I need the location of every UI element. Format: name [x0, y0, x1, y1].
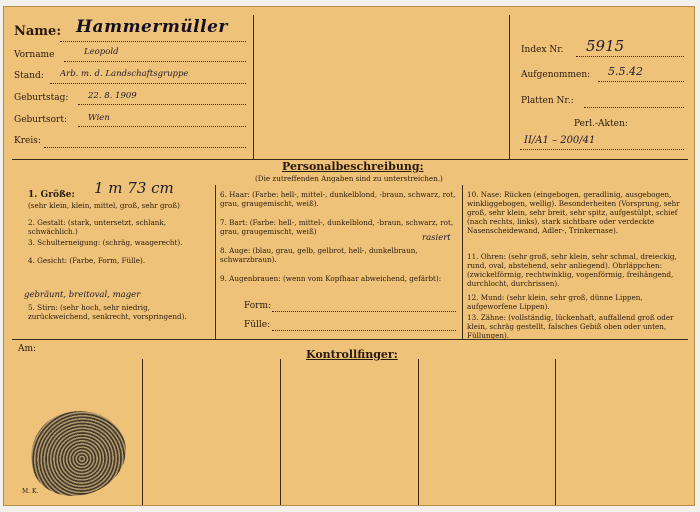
- divider-top-left: [253, 15, 254, 159]
- groesse-label: 1. Größe:: [28, 190, 75, 200]
- vorname-value: Leopold: [84, 47, 119, 57]
- finger-divider-4: [555, 359, 556, 505]
- mund-text: 12. Mund: (sehr klein, sehr groß, dünne Lippen, aufgeworfene Lippen).: [467, 293, 643, 311]
- vorname-label: Vorname: [14, 50, 55, 60]
- geburtstag-line: [78, 104, 246, 105]
- divider-personal-2: [462, 185, 463, 339]
- kontrollfinger-title: Kontrollfinger:: [306, 348, 398, 361]
- perl-akten-value: II/A1 – 200/41: [524, 135, 596, 146]
- am-label: Am:: [18, 344, 37, 354]
- gesicht-handwriting: gebräunt, breitoval, mager: [24, 290, 141, 300]
- aufgenommen-line: [598, 81, 684, 82]
- geburtstag-value: 22. 8. 1909: [88, 91, 137, 101]
- kreis-label: Kreis:: [14, 136, 41, 146]
- perl-akten-line: [520, 149, 684, 150]
- geburtsort-line: [78, 126, 246, 127]
- name-line: [60, 41, 246, 42]
- divider-personal-1: [215, 185, 216, 339]
- personal-title: Personalbeschreibung:: [282, 160, 424, 173]
- stirn-text: 5. Stirn: (sehr hoch, sehr niedrig, zurückweichend, senkrecht, vorspringend).: [28, 303, 187, 321]
- platten-label: Platten Nr.:: [521, 96, 574, 106]
- zaehne-text: 13. Zähne: (vollständig, lückenhaft, auffallend groß oder klein, schräg gestellt, falsches Gebiß oben oder unten, Füllungen).: [467, 313, 674, 340]
- schulter-text: 3. Schulterneigung: (schräg, waagerecht).: [28, 238, 183, 247]
- finger-divider-2: [280, 359, 281, 505]
- vorname-line: [64, 61, 246, 62]
- name-value: Hammermüller: [76, 17, 228, 37]
- groesse-value: 1 m 73 cm: [94, 179, 174, 197]
- fuelle-line: [272, 330, 456, 331]
- groesse-options: (sehr klein, klein, mittel, groß, sehr groß): [28, 201, 180, 210]
- personal-subtitle: (Die zutreffenden Angaben sind zu unterstreichen.): [255, 174, 443, 183]
- haar-text: 6. Haar: (Farbe: hell-, mittel-, dunkelblond, -braun, schwarz, rot, grau, graugemischt, weiß).: [220, 190, 456, 208]
- bart-handwriting: rasiert: [422, 233, 451, 243]
- geburtstag-label: Geburtstag:: [14, 93, 69, 103]
- brauen-text: 9. Augenbrauen: (wenn vom Kopfhaar abweichend, gefärbt):: [220, 274, 442, 283]
- geburtsort-label: Geburtsort:: [14, 115, 67, 125]
- stamp-initials: M. K.: [22, 488, 39, 495]
- ohren-text: 11. Ohren: (sehr groß, sehr klein, sehr schmal, dreieckig, rund, oval, abstehend, sehr anliegend). Ohrläppchen: (zwickelförmig, rechtwinklig, vogenförmig, freihängend, durchlocht, durchrissen).: [467, 252, 677, 288]
- nase-text: 10. Nase: Rücken (eingebogen, geradlinig, ausgebogen, winkliggebogen, wellig). Besonderheiten (Vorsprung, sehr groß, sehr klein, sehr breit, sehr spitz, aufgestülpt, schief (nach rechts, links), stark sichtbare oder verdeckte Nasenscheidewand, Adler-, Trinkernase).: [467, 190, 680, 235]
- gestalt-text: 2. Gestalt: (stark, untersetzt, schlank, schwächlich.): [28, 218, 167, 236]
- bart-text: 7. Bart: (Farbe: hell-, mittel-, dunkelblond, -braun, schwarz, rot, grau, graugemischt, weiß): [220, 218, 454, 236]
- index-line: [576, 56, 684, 57]
- perl-akten-label: Perl.-Akten:: [574, 119, 628, 129]
- stand-label: Stand:: [14, 71, 44, 81]
- kreis-line: [44, 147, 246, 148]
- name-label: Name:: [14, 24, 62, 39]
- platten-line: [584, 107, 684, 108]
- gesicht-text: 4. Gesicht: (Farbe, Form, Fülle).: [28, 256, 146, 265]
- auge-text: 8. Auge: (blau, grau, gelb, gelbrot, hell-, dunkelbraun, schwarzbraun).: [220, 246, 418, 264]
- form-line: [272, 311, 456, 312]
- finger-divider-3: [418, 359, 419, 505]
- stand-value: Arb. m. d. Landschaftsgruppe: [60, 69, 189, 79]
- stand-line: [50, 83, 246, 84]
- finger-divider-1: [142, 359, 143, 505]
- registration-card: [3, 6, 695, 506]
- index-value: 5915: [586, 37, 625, 55]
- fuelle-label: Fülle:: [244, 320, 271, 330]
- divider-top-right: [509, 15, 510, 159]
- aufgenommen-value: 5.5.42: [608, 65, 643, 78]
- form-label: Form:: [244, 301, 272, 311]
- geburtsort-value: Wien: [88, 113, 110, 123]
- aufgenommen-label: Aufgenommen:: [521, 70, 591, 80]
- index-label: Index Nr.: [521, 45, 564, 55]
